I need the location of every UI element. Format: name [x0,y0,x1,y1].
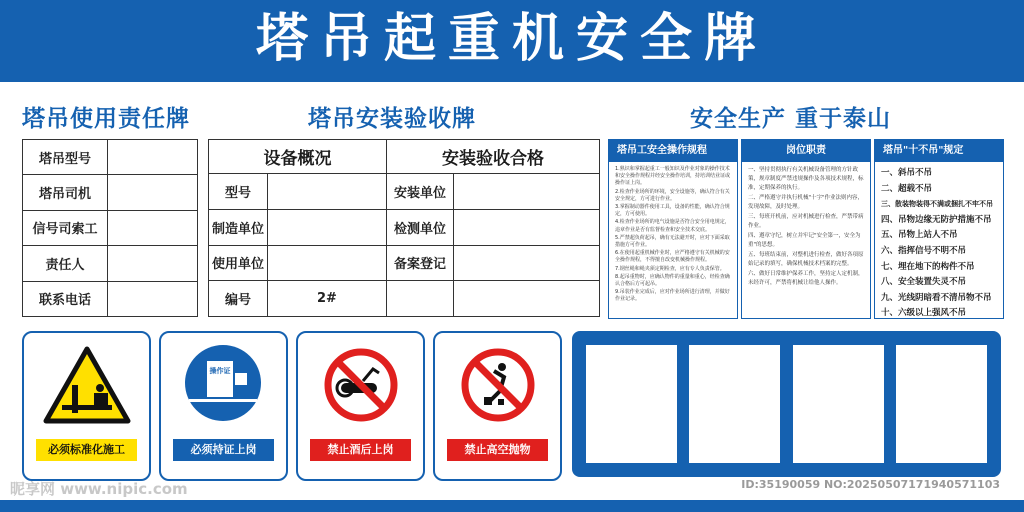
row-value: 2# [268,281,387,317]
no-lift-rule: 五、吊物上站人不吊 [881,230,958,241]
no-lift-rule: 九、光线阴暗看不清吊物不吊 [881,292,992,303]
header-banner [0,0,1024,82]
acceptance-header-left: 设备概况 [209,140,387,174]
no-lift-rule: 六、指挥信号不明不吊 [881,245,967,256]
footer-bar [0,500,1024,512]
ten-no-lift-panel [874,139,1004,319]
row-label: 使用单位 [209,245,268,281]
photo-board [572,331,1001,477]
row-label: 塔吊司机 [23,175,108,210]
row-value [108,140,198,175]
rule-text: 5.严禁超负荷起吊，确有无法避开时，应对下面采取措施方可作业。 [615,234,730,249]
sign-no-throwing [433,331,562,481]
sign-caption: 必须持证上岗 [173,439,274,461]
photo-slot [896,345,987,463]
sign-caption: 禁止高空抛物 [447,439,548,461]
sign-caption: 禁止酒后上岗 [310,439,411,461]
acceptance-title: 塔吊安装验收牌 [308,106,476,132]
rule-text: 9.吊装作业完成后，应对作业场所进行清理，并做好作业记录。 [615,289,730,303]
rule-text: 7.钢丝绳和绳夹须定期检查，应有专人负责保管。 [615,265,725,272]
no-lift-rule: 十、六级以上强风不吊 [881,308,967,319]
operation-rules-title: 塔吊工安全操作规程 [609,140,737,162]
duty-text: 一、坚持贯彻执行有关机械设备管理的方针政策，规章制度严禁违规操作及各项技术规程，标准，定期保养的执行。 [748,167,864,191]
no-lift-rule: 三、散装物装得不满或捆扎不牢不吊 [881,200,993,209]
row-value [108,175,198,210]
row-value [268,245,387,281]
no-lift-rule: 一、斜吊不吊 [881,168,933,178]
sign-no-drinking [296,331,425,481]
row-value [454,209,600,245]
rule-text: 4.检查作业场所的电气设施是否符合安全用电规定，违章作业是否有监督检查和安全技术交底。 [615,219,730,233]
certificate-icon [183,343,263,423]
rule-text: 3.掌握制动器件使用工具，设备的性能，确认符合规定，方可使用。 [615,204,730,218]
no-lift-rule: 七、埋在地下的构件不吊 [881,261,975,272]
row-value [268,209,387,245]
row-value [108,246,198,281]
duty-text: 三、每班开机前，应对机械进行检查，严禁带病作业。 [748,214,864,229]
page-title: 塔吊起重机安全牌 [255,9,768,69]
responsibility-table [22,139,198,317]
row-value [268,174,387,210]
sign-standardized-construction [22,331,151,481]
row-label: 型号 [209,174,268,210]
duty-text: 二、严格遵守并执行机械"十字"作业法则内容，发现故障，及时处理。 [748,195,864,210]
row-label [387,281,454,317]
row-label: 联系电话 [23,281,108,316]
row-label: 检测单位 [387,209,454,245]
warning-triangle-icon [42,345,132,425]
acceptance-table [208,139,600,317]
row-label: 编号 [209,281,268,317]
ten-no-lift-title: 塔吊"十不吊"规定 [875,140,1003,162]
duty-text: 四、遵章守纪，树立并牢记"安全第一，安全为重"的思想。 [748,233,861,248]
duty-text: 六、做好日常维护保养工作，坚持定人定机制，未经许可，严禁将机械让给他人操作。 [748,271,864,286]
row-value [454,245,600,281]
no-drinking-icon [323,347,399,423]
row-label: 制造单位 [209,209,268,245]
no-lift-rule: 四、吊物边缘无防护措施不吊 [881,214,992,225]
row-value [454,281,600,317]
watermark-right: ID:35190059 NO:20250507171940571103 [741,478,1000,491]
row-label: 责任人 [23,246,108,281]
photo-slot [793,345,884,463]
safety-slogan: 安全生产 重于泰山 [690,106,892,132]
duty-text: 五、每班结束前，对整机进行检查，做好各项原始记录的填写，确保机械技术档案的完整。 [748,252,864,267]
no-lift-rule: 八、安全装置失灵不吊 [881,277,967,288]
row-value [108,281,198,316]
certificate-card-text: 操作证 [209,367,231,375]
sign-caption: 必须标准化施工 [36,439,137,461]
row-label: 备案登记 [387,245,454,281]
no-throwing-icon [460,347,536,423]
rule-text: 6.在使用起重机械作业时，应严格遵守有关机械的安全操作规程，不得擅自改变机械操作规程。 [615,250,730,264]
photo-slot [689,345,780,463]
photo-slot [586,345,677,463]
operation-rules-panel [608,139,738,319]
rule-text: 8.起吊重物时，应确认物件的重量和重心，经检查确认合格后方可起吊。 [615,273,730,288]
sign-certified-operation [159,331,288,481]
row-value [108,210,198,245]
row-label: 信号司索工 [23,210,108,245]
row-label: 安装单位 [387,174,454,210]
duties-panel [741,139,871,319]
rule-text: 2.检查作业场所的环境，安全设施等，确认符合有关安全规定，方可进行作业。 [615,188,730,202]
row-label: 塔吊型号 [23,140,108,175]
no-lift-rule: 二、超载不吊 [881,183,933,194]
row-value [454,174,600,210]
acceptance-header-right: 安装验收合格 [387,140,600,174]
duties-title: 岗位职责 [742,140,870,162]
rule-text: 1.熟识和掌握起重工一般知识及作业对象的操作技术和安全操作规程并经安全操作培训，持培训结业证或操作证上岗。 [615,166,731,187]
responsibility-title: 塔吊使用责任牌 [22,106,190,132]
watermark-left: 昵享网 www.nipic.com [10,480,188,498]
